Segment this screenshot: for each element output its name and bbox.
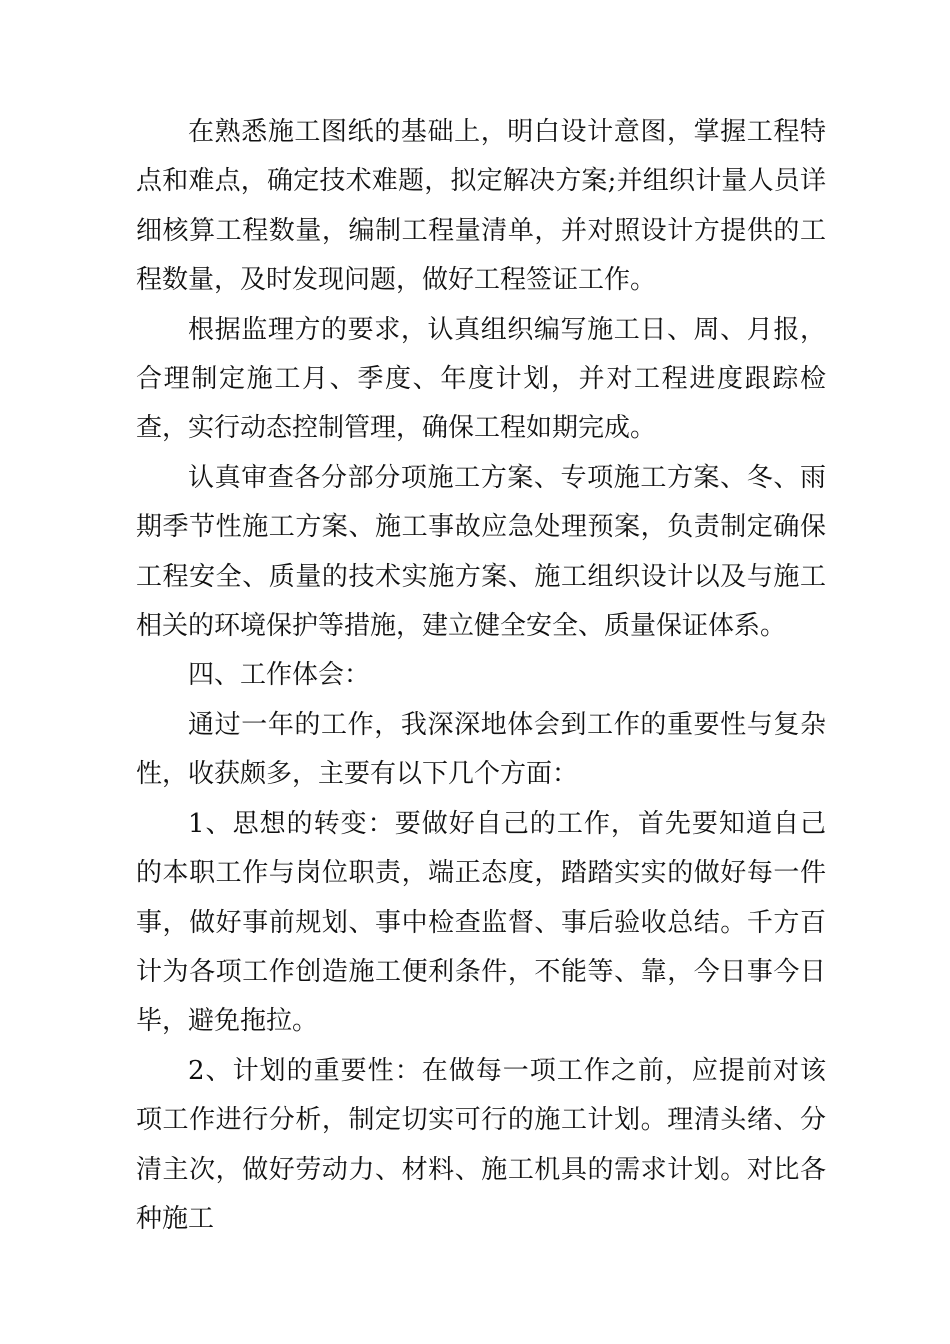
- paragraph-mindset-change: [136, 800, 826, 1047]
- paragraph-text: 2、计划的重要性：在做每一项工作之前，应提前对该项工作进行分析，制定切实可行的施工计划。理清头绪、分清主次，做好劳动力、材料、施工机具的需求计划。对比各种施工: [136, 1055, 826, 1234]
- paragraph-text: 认真审查各分部分项施工方案、专项施工方案、冬、雨期季节性施工方案、施工事故应急处理预案，负责制定确保工程安全、质量的技术实施方案、施工组织设计以及与施工相关的环境保护等措施，建立健全安全、质量保证体系。: [136, 462, 826, 642]
- paragraph-schedule-planning: [136, 306, 826, 454]
- section-heading-work-experience: [136, 651, 826, 700]
- heading-text: 四、工作体会：: [188, 660, 371, 691]
- paragraph-drawings-review: [136, 108, 826, 306]
- paragraph-text: 1、思想的转变：要做好自己的工作，首先要知道自己的本职工作与岗位职责，端正态度，踏踏实实的做好每一件事，做好事前规划、事中检查监督、事后验收总结。千方百计为各项工作创造施工便利条件，不能等、靠，今日事今日毕，避免拖拉。: [136, 808, 826, 1037]
- paragraph-text: 通过一年的工作，我深深地体会到工作的重要性与复杂性，收获颇多，主要有以下几个方面：: [136, 709, 826, 790]
- paragraph-text: 根据监理方的要求，认真组织编写施工日、周、月报，合理制定施工月、季度、年度计划，并对工程进度跟踪检查，实行动态控制管理，确保工程如期完成。: [136, 314, 826, 444]
- paragraph-planning-importance: [136, 1047, 826, 1245]
- paragraph-plan-review: [136, 454, 826, 652]
- paragraph-intro-experience: [136, 701, 826, 800]
- paragraph-text: 在熟悉施工图纸的基础上，明白设计意图，掌握工程特点和难点，确定技术难题，拟定解决方案;并组织计量人员详细核算工程数量，编制工程量清单，并对照设计方提供的工程数量，及时发现问题，做好工程签证工作。: [136, 117, 826, 296]
- document-body: [136, 108, 826, 1244]
